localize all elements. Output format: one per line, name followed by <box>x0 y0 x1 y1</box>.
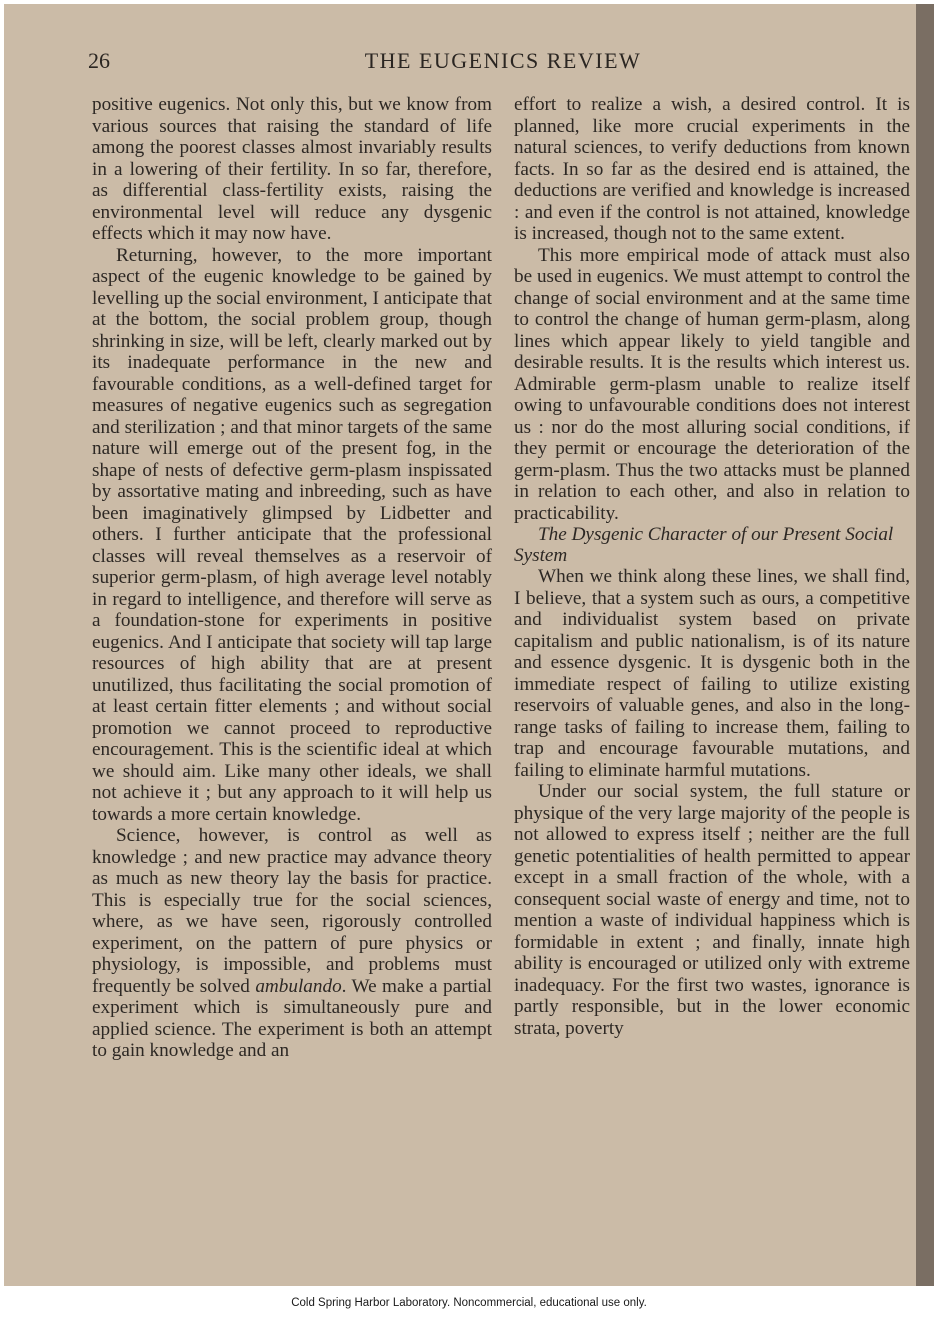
ambulando-italic: ambulando <box>255 975 342 997</box>
right-paragraph-3: When we think along these lines, we shall find, I believe, that a system such as ours, a competitive and individualist system based on private capitalism and public nationalism, is of its nature and essence dysgenic. It is dysgenic both in the immediate respect of failing to utilize existing reservoirs of valuable genes, and also in the long-range tasks of failing to increase them, failing to trap and encourage favourable mutations, and failing to eliminate harmful mutations. <box>514 566 910 781</box>
left-paragraph-2: Returning, however, to the more important aspect of the eugenic knowledge to be gained by levelling up the social environment, I anticipate that at the bottom, the social problem group, though shrinking in size, will be left, clearly marked out by its inadequate performance in the new and favourable conditions, as a well-defined target for measures of negative eugenics such as segregation and sterilization ; and that minor targets of the same nature will emerge out of the present fog, in the shape of nests of defective germ-plasm inspissated by assortative mating and inbreeding, such as have been imaginatively glimpsed by Lidbetter and others. I further anticipate that the professional classes will reveal themselves as a reservoir of superior germ-plasm, of high average level notably in regard to intelligence, and therefore will serve as a foundation-stone for experiments in positive eugenics. And I anticipate that society will tap large resources of high ability that are at present unutilized, thus facilitating the social promotion of at least certain fitter elements ; and without social promotion we cannot proceed to reproductive encouragement. This is the scientific ideal at which we should aim. Like many other ideals, we shall not achieve it ; but any approach to it will help us towards a more certain knowledge. <box>92 244 492 825</box>
left-paragraph-3 <box>92 825 492 1062</box>
right-paragraph-1: effort to realize a wish, a desired control. It is planned, like more crucial experiments in the natural sciences, to verify deductions from known facts. In so far as the desired end is attained, the deductions are verified and knowledge is increased : and even if the control is not attained, knowledge is increased, though not to the same extent. <box>514 94 910 244</box>
journal-title: THE EUGENICS REVIEW <box>364 48 642 73</box>
left-paragraph-3-text-b: . We make a partial experiment which is simultaneously pure and applied science. The experiment is both an attempt to gain knowledge and an <box>92 975 492 1061</box>
right-paragraph-2: This more empirical mode of attack must also be used in eugenics. We must attempt to control the change of social environment and at the same time to control the change of human germ-plasm, along lines which appear likely to yield tangible and desirable results. It is the results which interest us. Admirable germ-plasm unable to realize itself owing to unfavourable conditions does not interest us : nor do the most alluring social conditions, if they permit or encourage the deterioration of the germ-plasm. Thus the two attacks must be planned in relation to each other, and also in relation to practicability. <box>514 244 910 524</box>
scanned-page <box>4 4 934 1286</box>
right-paragraph-4: Under our social system, the full stature or physique of the very large majority of the people is not allowed to express itself ; neither are the full genetic potentialities of health permitted to appear except in a small fraction of the whole, with a consequent social waste of energy and time, not to mention a waste of individual happiness which is formidable in extent ; and finally, innate high ability is encouraged or utilized only with extreme inadequacy. For the first two wastes, ignorance is partly responsible, but in the lower economic strata, poverty <box>514 781 910 1039</box>
right-column <box>514 94 910 1039</box>
page-number: 26 <box>88 48 110 73</box>
left-paragraph-3-text-a: Science, however, is control as well as knowledge ; and new practice may advance theory as much as new theory lay the basis for practice. This is especially true for the social sciences, where, as we have seen, rigorously controlled experiment, on the pattern of pure physics or physiology, is impossible, and problems must frequently be solved <box>92 825 492 997</box>
section-heading: The Dysgenic Character of our Present Social System <box>514 524 894 566</box>
running-header <box>88 48 918 78</box>
left-paragraph-1: positive eugenics. Not only this, but we know from various sources that raising the standard of life among the poorest classes almost invariably results in a lowering of their fertility. In so far, therefore, as differential class-fertility exists, raising the environmental level will reduce any dysgenic effects which it may now have. <box>92 94 492 244</box>
left-column <box>92 94 492 1062</box>
footer-credit: Cold Spring Harbor Laboratory. Noncommercial, educational use only. <box>291 1297 647 1309</box>
